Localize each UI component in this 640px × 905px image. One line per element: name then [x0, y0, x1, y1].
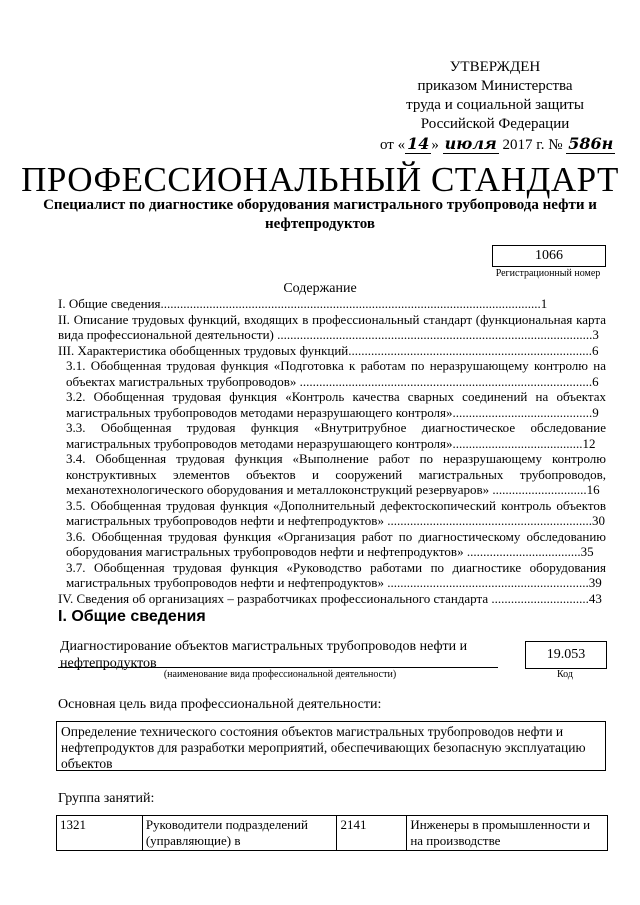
- toc-entry-3-5[interactable]: 3.5. Обобщенная трудовая функция «Дополнительный дефектоскопический контроль объектов магистральных трубопроводов нефти и нефтепродуктов» ...............................................................30: [66, 497, 606, 528]
- toc-entry-2[interactable]: II. Описание трудовых функций, входящих в профессиональный стандарт (функциональная карта вида профессиональной деятельности) .................................................................................................3: [58, 311, 606, 342]
- toc-title: Содержание: [283, 281, 357, 296]
- section-heading: I. Общие сведения: [58, 608, 206, 625]
- occupation-table: [56, 815, 608, 851]
- registration-number-box: 1066: [492, 245, 606, 267]
- occupation-name-1: Руководители подразделений (управляющие) в: [142, 816, 337, 851]
- handwritten-day: 14: [407, 134, 430, 153]
- occupation-code-1: 1321: [57, 816, 143, 851]
- document-subtitle: Специалист по диагностике оборудования магистрального трубопровода нефти и нефтепродуктов: [43, 197, 597, 232]
- activity-underline: [58, 667, 498, 668]
- activity-code-caption: Код: [557, 669, 573, 680]
- toc-entry-3-6[interactable]: 3.6. Обобщенная трудовая функция «Организация работ по диагностическому обследованию оборудования магистральных трубопроводов нефти и нефтепродуктов» ...................................35: [66, 528, 606, 559]
- table-of-contents: [58, 296, 606, 606]
- date-prefix: от «: [380, 137, 406, 153]
- handwritten-order-number: 586н: [568, 134, 614, 153]
- occupation-code-2: 2141: [337, 816, 407, 851]
- toc-entry-3-4[interactable]: 3.4. Обобщенная трудовая функция «Выполнение работ по неразрушающему контролю конструктивных элементов объектов и сооружений магистральных трубопроводов, механотехнологического оборудования и металлоконструкций резервуаров» .............................16: [66, 451, 606, 497]
- date-mid: »: [431, 137, 439, 153]
- toc-entry-3-2[interactable]: 3.2. Обобщенная трудовая функция «Контроль качества сварных соединений на объектах магистральных трубопроводов методами неразрушающего контроля»...........................................9: [66, 389, 606, 420]
- toc-entry-3-3[interactable]: 3.3. Обобщенная трудовая функция «Внутритрубное диагностическое обследование магистральных трубопроводов методами неразрушающего контроля»........................................12: [66, 420, 606, 451]
- approval-block: [380, 58, 614, 155]
- toc-entry-1[interactable]: I. Общие сведения.....................................................................................................................1: [58, 296, 548, 311]
- approval-heading: УТВЕРЖДЕН: [449, 59, 541, 75]
- activity-caption: (наименование вида профессиональной деятельности): [163, 669, 397, 680]
- year-and-number-prefix: 2017 г. №: [502, 137, 563, 153]
- toc-entry-4[interactable]: IV. Сведения об организациях – разработчиках профессионального стандарта ..............................43: [58, 590, 602, 606]
- occupation-group-label: Группа занятий:: [58, 791, 155, 806]
- approval-line-3: Российской Федерации: [420, 116, 570, 132]
- toc-entry-3[interactable]: III. Характеристика обобщенных трудовых функций...........................................................................6: [58, 342, 599, 358]
- goal-label: Основная цель вида профессиональной деятельности:: [58, 697, 382, 712]
- occupation-name-2: Инженеры в промышленности и на производстве: [407, 816, 608, 851]
- table-row: [57, 816, 608, 851]
- approval-line-1: приказом Министерства: [417, 78, 573, 94]
- document-title: ПРОФЕССИОНАЛЬНЫЙ СТАНДАРТ: [21, 160, 619, 199]
- registration-number-label: Регистрационный номер: [495, 268, 601, 279]
- activity-name: Диагностирование объектов магистральных трубопроводов нефти и нефтепродуктов: [60, 639, 468, 671]
- handwritten-month: июля: [444, 134, 497, 153]
- toc-entry-3-7[interactable]: 3.7. Обобщенная трудовая функция «Руководство работами по диагностике оборудования магистральных трубопроводов нефти и нефтепродуктов» ..............................................................39: [66, 559, 606, 590]
- approval-date-line: [380, 134, 614, 155]
- approval-line-2: труда и социальной защиты: [406, 97, 584, 113]
- toc-entry-3-1[interactable]: 3.1. Обобщенная трудовая функция «Подготовка к работам по неразрушающему контролю на объектах магистральных трубопроводов» ..........................................................................................6: [66, 358, 606, 389]
- activity-code-box: 19.053: [525, 641, 607, 669]
- goal-box: Определение технического состояния объектов магистральных трубопроводов нефти и нефтепродуктов для разработки мероприятий, обеспечивающих безопасную эксплуатацию объектов: [56, 721, 606, 771]
